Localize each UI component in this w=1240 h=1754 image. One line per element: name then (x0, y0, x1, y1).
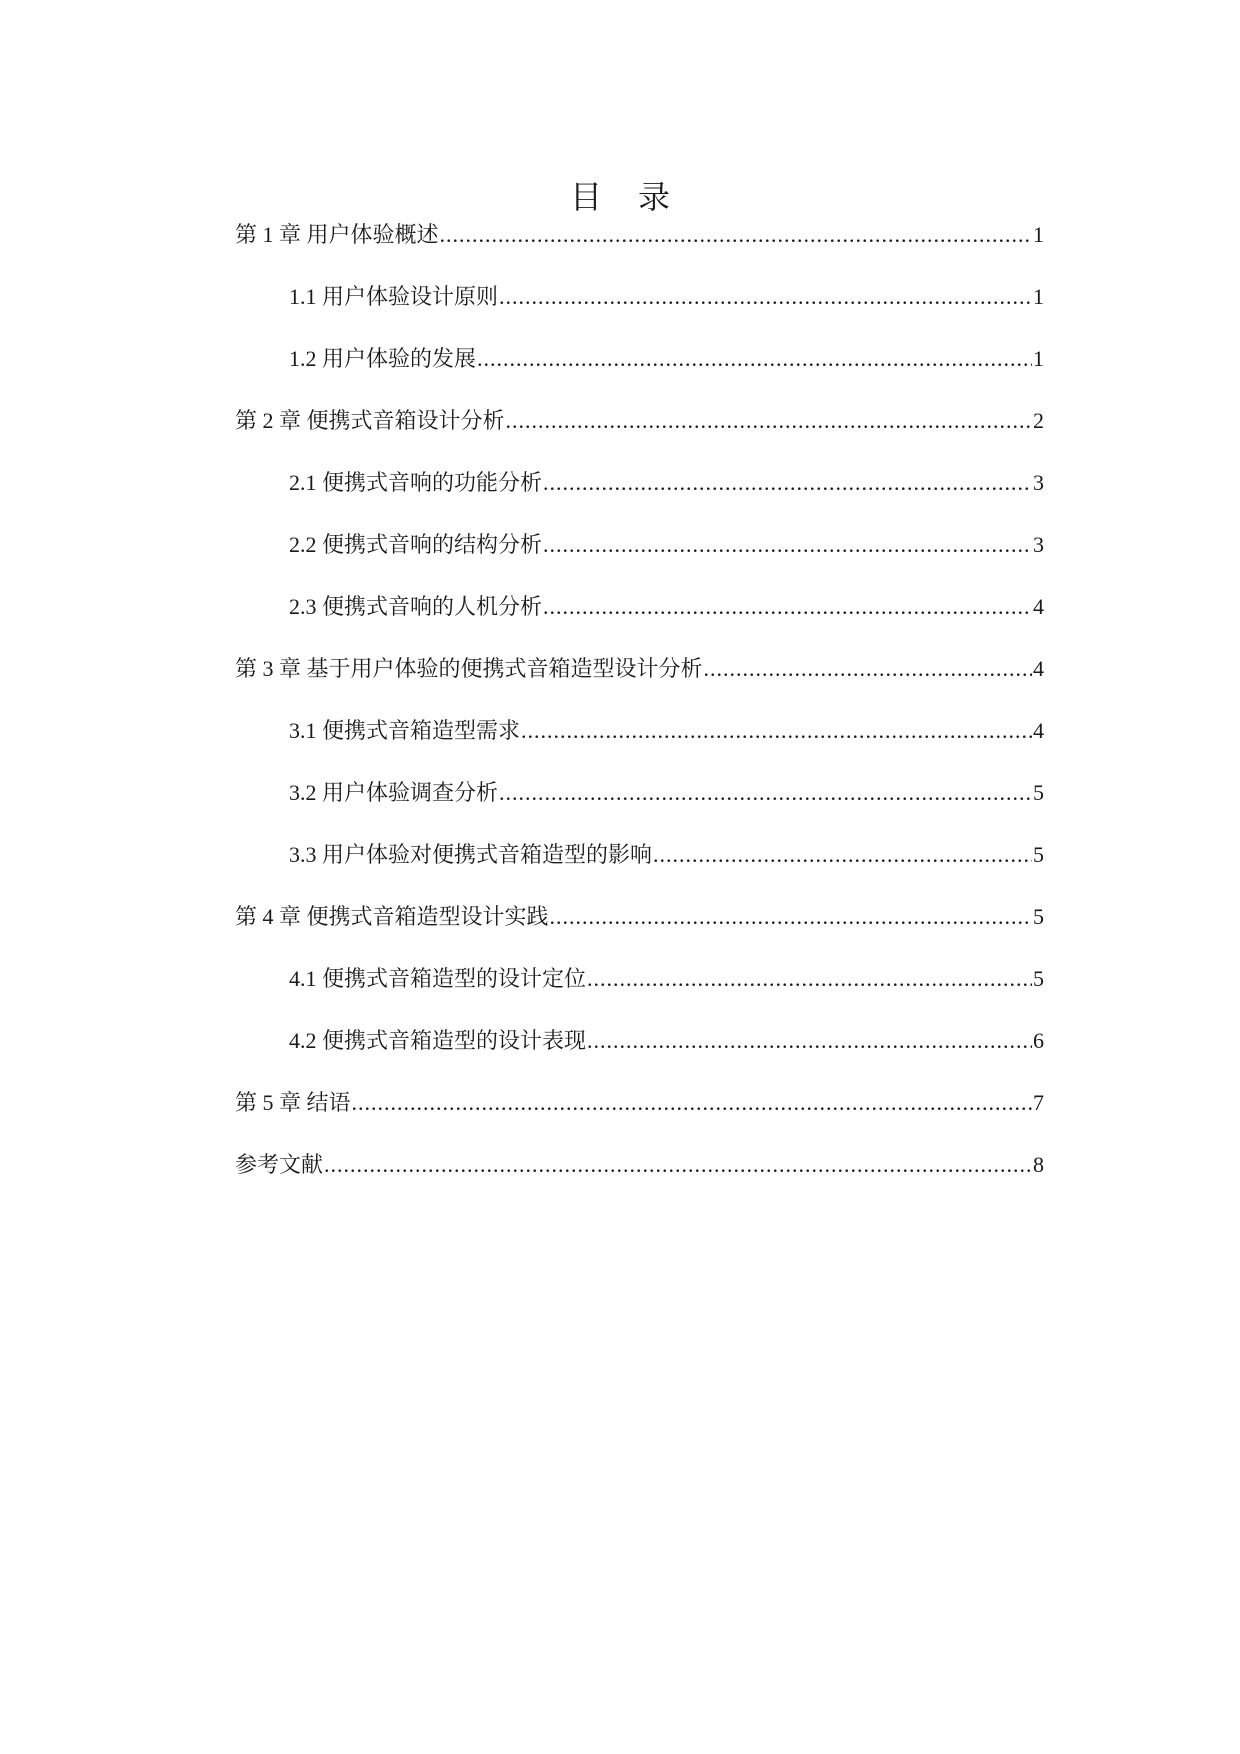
toc-entry-label: 2.1 便携式音响的功能分析 (289, 470, 543, 495)
toc-leader-dots (543, 470, 1032, 496)
toc-entry[interactable] (235, 218, 1044, 248)
toc-entry[interactable] (289, 590, 1044, 620)
toc-leader-dots (653, 842, 1032, 868)
toc-entry-page: 5 (1033, 780, 1044, 805)
toc-entry-page: 5 (1033, 904, 1044, 929)
toc-entry[interactable] (235, 1148, 1044, 1178)
toc-entry-page: 1 (1033, 222, 1044, 247)
toc-entry-page: 3 (1033, 470, 1044, 495)
toc-entry-label: 第 5 章 结语 (235, 1090, 351, 1115)
toc-entry-page: 3 (1033, 532, 1044, 557)
toc-entry-label: 第 4 章 便携式音箱造型设计实践 (235, 904, 549, 929)
toc-entry-label: 3.1 便携式音箱造型需求 (289, 718, 521, 743)
toc-leader-dots (587, 1028, 1032, 1054)
toc-entry[interactable] (289, 280, 1044, 310)
toc-leader-dots (587, 966, 1032, 992)
toc-entry-page: 2 (1033, 408, 1044, 433)
toc-entry-label: 2.2 便携式音响的结构分析 (289, 532, 543, 557)
toc-title: 目 录 (569, 179, 684, 215)
toc-entry-page: 8 (1033, 1152, 1044, 1177)
toc-entry[interactable] (235, 404, 1044, 434)
toc-leader-dots (550, 904, 1032, 930)
toc-entry[interactable] (289, 962, 1044, 992)
toc-entry-label: 4.2 便携式音箱造型的设计表现 (289, 1028, 587, 1053)
toc-leader-dots (477, 346, 1032, 372)
toc-entry-page: 6 (1033, 1028, 1044, 1053)
toc-entry[interactable] (289, 342, 1044, 372)
toc-entry[interactable] (289, 466, 1044, 496)
toc-entry-page: 5 (1033, 842, 1044, 867)
toc-entry[interactable] (235, 900, 1044, 930)
toc-entry[interactable] (289, 1024, 1044, 1054)
toc-entry-page: 5 (1033, 966, 1044, 991)
toc-entry-page: 7 (1033, 1090, 1044, 1115)
toc-leader-dots (324, 1152, 1032, 1178)
toc-entry-page: 1 (1033, 284, 1044, 309)
toc-entry[interactable] (289, 838, 1044, 868)
toc-leader-dots (521, 718, 1032, 744)
toc-entry-label: 第 1 章 用户体验概述 (235, 222, 439, 247)
toc-leader-dots (704, 656, 1032, 682)
toc-leader-dots (543, 532, 1032, 558)
toc-entry-label: 第 3 章 基于用户体验的便携式音箱造型设计分析 (235, 656, 703, 681)
toc-entry-page: 4 (1033, 718, 1044, 743)
toc-entry[interactable] (235, 652, 1044, 682)
toc-entry-label: 参考文献 (235, 1152, 324, 1177)
toc-entry[interactable] (289, 528, 1044, 558)
toc-leader-dots (543, 594, 1032, 620)
toc-entry-label: 1.1 用户体验设计原则 (289, 284, 499, 309)
toc-entry[interactable] (289, 714, 1044, 744)
toc-leader-dots (352, 1090, 1032, 1116)
toc-entry-label: 1.2 用户体验的发展 (289, 346, 477, 371)
toc-entry[interactable] (289, 776, 1044, 806)
toc-entry-page: 1 (1033, 346, 1044, 371)
toc-entry[interactable] (235, 1086, 1044, 1116)
toc-leader-dots (499, 780, 1032, 806)
toc-entry-label: 3.3 用户体验对便携式音箱造型的影响 (289, 842, 653, 867)
toc-entry-label: 4.1 便携式音箱造型的设计定位 (289, 966, 587, 991)
toc-entry-label: 2.3 便携式音响的人机分析 (289, 594, 543, 619)
toc-leader-dots (506, 408, 1032, 434)
toc-leader-dots (499, 284, 1032, 310)
toc-entry-label: 3.2 用户体验调查分析 (289, 780, 499, 805)
toc-entry-label: 第 2 章 便携式音箱设计分析 (235, 408, 505, 433)
toc-leader-dots (440, 222, 1032, 248)
toc-entry-page: 4 (1033, 656, 1044, 681)
toc-entry-page: 4 (1033, 594, 1044, 619)
